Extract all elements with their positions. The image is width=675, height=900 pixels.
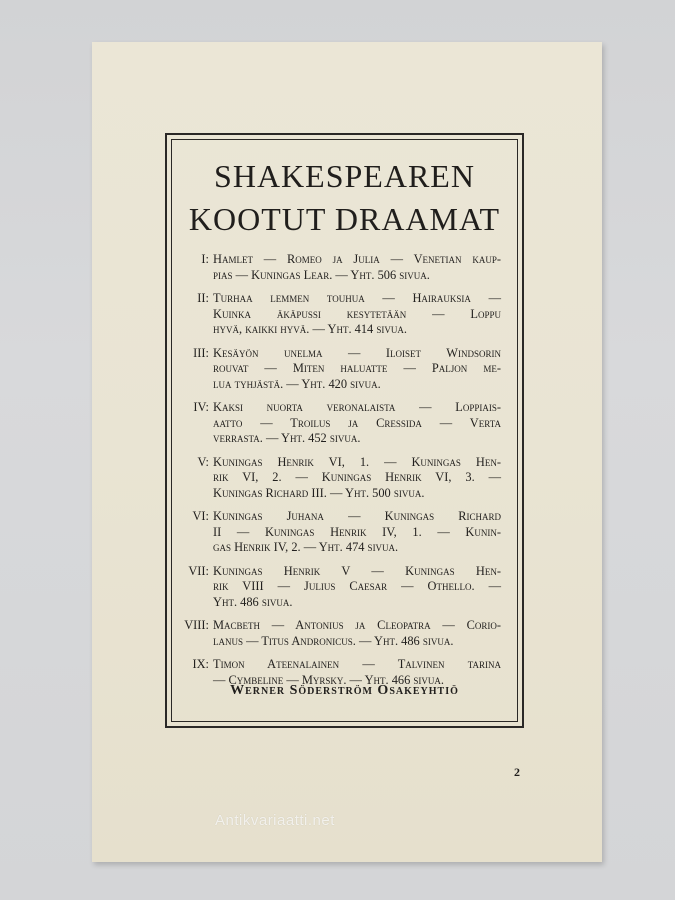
title-line-1: SHAKESPEAREN (214, 158, 475, 194)
volume-text-line: lua tyhjästä. — Yht. 420 sivua. (213, 376, 381, 391)
volume-entry (175, 618, 501, 649)
volume-text-line: Hamlet — Romeo ja Julia — Venetian kaup- (213, 252, 501, 266)
volume-text-line: hyvä, kaikki hyvä. — Yht. 414 sivua. (213, 322, 407, 336)
title-line-2: KOOTUT DRAAMAT (188, 201, 501, 237)
volume-text-line: rik VI, 2. — Kuningas Henrik VI, 3. — (213, 470, 501, 484)
volume-text-line: rouvat — Miten haluatte — Paljon me- (213, 361, 501, 375)
volume-text-line: Macbeth — Antonius ja Cleopatra — Corio- (213, 618, 501, 632)
volume-entry (175, 252, 501, 283)
volume-text-line: Kuinka äkäpussi kesytetään — Loppu (213, 306, 501, 321)
volume-text-line: Turhaa lemmen touhua — Hairauksia — (213, 291, 501, 305)
volume-number: III: (193, 345, 209, 360)
volume-list (175, 252, 501, 696)
volume-number: IX: (192, 657, 209, 671)
volume-text-line: rik VIII — Julius Caesar — Othello. — (213, 579, 501, 593)
volume-text-line: II — Kuningas Henrik IV, 1. — Kunin- (213, 524, 501, 539)
volume-number: VIII: (184, 618, 209, 632)
volume-text-line: Kuningas Juhana — Kuningas Richard (213, 509, 501, 523)
volume-number: II: (197, 291, 209, 305)
volume-text-line: Kuningas Richard III. — Yht. 500 sivua. (213, 485, 425, 500)
volume-entry (175, 564, 501, 611)
volume-entry (175, 291, 501, 338)
volume-text-line: aatto — Troilus ja Cressida — Verta (213, 415, 501, 430)
volume-text-line: Yht. 486 sivua. (213, 594, 293, 609)
volume-number: V: (197, 454, 209, 469)
volume-text-line: Kuningas Henrik VI, 1. — Kuningas Hen- (213, 454, 501, 469)
volume-entry (175, 455, 501, 502)
volume-text-line: lanus — Titus Andronicus. — Yht. 486 sivua. (213, 633, 454, 648)
volume-entry (175, 509, 501, 556)
volume-entry (175, 400, 501, 447)
volume-number: VI: (192, 509, 209, 523)
volume-entry (175, 346, 501, 393)
volume-text-line: Kaksi nuorta veronalaista — Loppiais- (213, 400, 501, 414)
volume-text-line: gas Henrik IV, 2. — Yht. 474 sivua. (213, 540, 399, 554)
volume-text-line: pias — Kuningas Lear. — Yht. 506 sivua. (213, 267, 430, 282)
volume-text-line: Kesäyön unelma — Iloiset Windsorin (213, 345, 501, 360)
page-number: 2 (514, 765, 520, 779)
publisher-name: Werner Söderström Osakeyhtiö (230, 683, 459, 698)
volume-text-line: Kuningas Henrik V — Kuningas Hen- (213, 563, 501, 578)
watermark-text: Antikvariaatti.net (215, 812, 335, 829)
volume-text-line: verrasta. — Yht. 452 sivua. (213, 431, 361, 445)
volume-number: VII: (188, 563, 209, 578)
volume-text-line: Timon Ateenalainen — Talvinen tarina (213, 657, 501, 671)
border-frame (165, 133, 524, 728)
volume-number: IV: (193, 400, 209, 414)
volume-number: I: (201, 252, 209, 266)
volume-text-line: — Cymbeline — Myrsky. — Yht. 466 sivua. (213, 672, 445, 687)
